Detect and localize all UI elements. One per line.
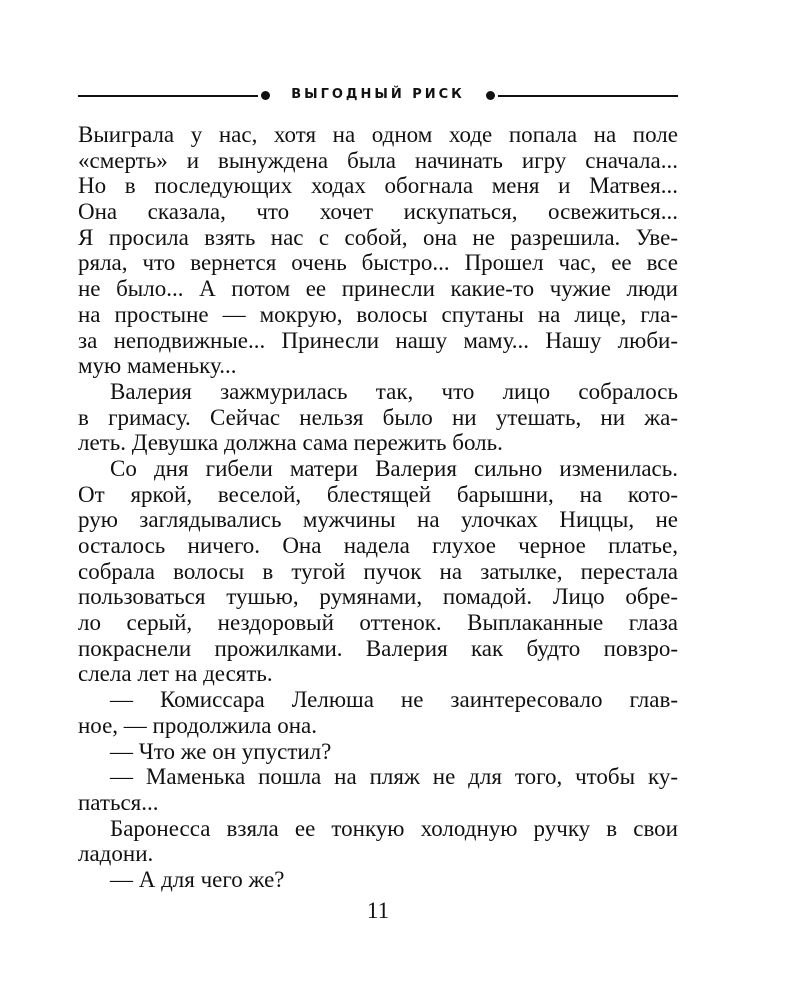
- text-line: Со дня гибели матери Валерия сильно изменилась.: [110, 455, 678, 481]
- text-line: Я просила взять нас с собой, она не разрешила. Уве-: [78, 224, 678, 250]
- text-line: слела лет на десять.: [78, 661, 273, 687]
- text-line: ряла, что вернется очень быстро... Прошел час, ее все: [78, 250, 678, 276]
- page-number: 11: [366, 898, 390, 923]
- text-line: паться...: [78, 789, 159, 815]
- body-text: [78, 122, 678, 893]
- header-rule-right: [498, 95, 678, 97]
- text-line: не было... А потом ее принесли какие-то чужие люди: [78, 276, 678, 302]
- text-line: Баронесса взяла ее тонкую холодную ручку в свои: [110, 815, 678, 841]
- text-line: Валерия зажмурилась так, что лицо собралось: [110, 378, 678, 404]
- text-line: «смерть» и вынуждена была начинать игру сначала...: [78, 147, 678, 173]
- text-line: в гримасу. Сейчас нельзя было ни утешать, ни жа-: [78, 404, 678, 430]
- header-rule-left: [78, 95, 258, 97]
- running-header-title: ВЫГОДНЫЙ РИСК: [291, 87, 465, 102]
- text-line: — Маменька пошла на пляж не для того, чтобы ку-: [110, 764, 678, 790]
- text-line: Но в последующих ходах обогнала меня и Матвея...: [78, 173, 678, 199]
- header-dot-left: [261, 91, 270, 100]
- text-line: ное, — продолжила она.: [78, 712, 317, 738]
- text-line: покраснели прожилками. Валерия как будто повзро-: [78, 635, 678, 661]
- text-line: — Что же он упустил?: [110, 738, 332, 764]
- text-line: пользоваться тушью, румянами, помадой. Лицо обре-: [78, 584, 678, 610]
- text-line: От яркой, веселой, блестящей барышни, на кото-: [78, 481, 678, 507]
- text-line: осталось ничего. Она надела глухое черное платье,: [78, 533, 678, 558]
- text-line: Выиграла у нас, хотя на одном ходе попала на поле: [78, 122, 678, 147]
- text-line: собрала волосы в тугой пучок на затылке, перестала: [78, 558, 678, 584]
- text-line: — Комиссара Лелюша не заинтересовало глав-: [110, 687, 678, 713]
- text-line: ло серый, нездоровый оттенок. Выплаканные глаза: [78, 610, 678, 636]
- running-header: [78, 82, 678, 108]
- text-line: на простыне — мокрую, волосы спутаны на лице, гла-: [78, 301, 678, 327]
- text-line: рую заглядывались мужчины на улочках Ниццы, не: [78, 507, 678, 533]
- text-line: ладони.: [78, 841, 154, 867]
- text-line: — А для чего же?: [110, 866, 285, 892]
- text-line: мую маменьку...: [78, 353, 237, 379]
- text-line: Она сказала, что хочет искупаться, освежиться...: [78, 199, 678, 225]
- text-line: леть. Девушка должна сама пережить боль.: [78, 430, 503, 456]
- header-dot-right: [486, 91, 495, 100]
- text-line: за неподвижные... Принесли нашу маму... Нашу люби-: [78, 327, 678, 353]
